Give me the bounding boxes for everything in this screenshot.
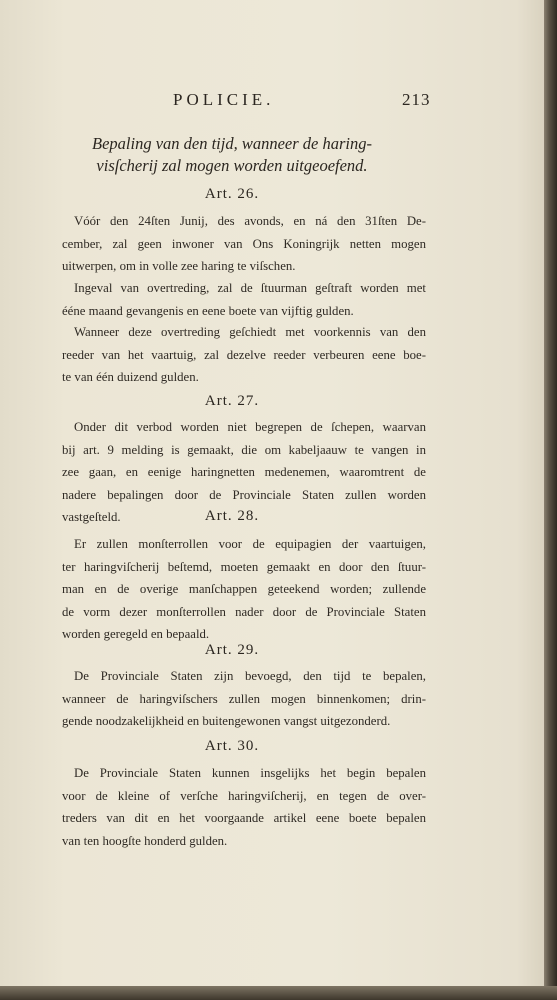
text-line: ééne maand gevangenis en eene boete van vijftig gulden. <box>62 303 354 318</box>
paragraph <box>62 210 426 278</box>
article-label: Art. 30. <box>204 738 260 754</box>
text-line: nadere bepalingen door de Provinciale Staten zullen worden <box>62 487 426 502</box>
text-line: treders van dit en het voorgaande artikel eene boete bepalen <box>62 811 426 826</box>
page-bottom-shadow <box>0 986 557 1000</box>
text-line: voor de kleine of verſche haringviſcherij, en tegen de over- <box>62 788 426 803</box>
paragraph <box>62 762 426 852</box>
text-line: de vorm dezer monſterrollen nader door de Provinciale Staten <box>62 604 426 619</box>
chapter-heading-line: Bepaling van den tijd, wanneer de haring- <box>92 134 372 153</box>
text-line: reeder van het vaartuig, zal dezelve reeder verbeuren eene boe- <box>62 347 426 362</box>
paragraph <box>62 277 426 322</box>
text-line: te van één duizend gulden. <box>62 370 199 385</box>
paragraph <box>62 321 426 389</box>
text-line: man en de overige manſchappen geteekend worden; zullende <box>62 582 426 597</box>
text-line: Er zullen monſterrollen voor de equipagien der vaartuigen, <box>74 537 426 551</box>
article-label: Art. 28. <box>204 508 260 524</box>
article-label: Art. 29. <box>204 642 260 658</box>
text-line: zee gaan, en eenige haringnetten medenemen, waaromtrent de <box>62 465 426 480</box>
text-line: Ingeval van overtreding, zal de ſtuurman geſtraft worden met <box>74 281 426 295</box>
text-line: ter haringviſcherij beſtemd, moeten gemaakt en door den ſtuur- <box>62 559 426 574</box>
text-line: vastgeſteld. <box>62 510 121 525</box>
article-label: Art. 26. <box>204 186 260 202</box>
text-line: Vóór den 24ſten Junij, des avonds, en ná den 31ſten De- <box>74 214 426 228</box>
page-number: 213 <box>402 90 431 109</box>
running-title: POLICIE. <box>173 90 275 109</box>
paragraph <box>62 665 426 733</box>
text-line: uitwerpen, om in volle zee haring te viſschen. <box>62 259 296 274</box>
chapter-heading <box>62 133 402 177</box>
text-line: wanneer de haringviſschers zullen mogen binnenkomen; drin- <box>62 691 426 706</box>
text-line: De Provinciale Staten kunnen insgelijks het begin bepalen <box>74 766 426 780</box>
text-line: De Provinciale Staten zijn bevoegd, den tijd te bepalen, <box>74 669 426 683</box>
text-line: bij art. 9 melding is gemaakt, die om kabeljaauw te vangen in <box>62 442 426 457</box>
text-line: gende noodzakelijkheid en buitengewonen vangst uitgezonderd. <box>62 714 391 729</box>
paragraph <box>62 533 426 646</box>
text-line: Wanneer deze overtreding geſchiedt met voorkennis van den <box>74 325 426 339</box>
page-edge-shadow <box>544 0 557 1000</box>
text-line: Onder dit verbod worden niet begrepen de ſchepen, waarvan <box>74 420 426 434</box>
text-line: cember, zal geen inwoner van Ons Koningrijk netten mogen <box>62 236 426 251</box>
text-line: van ten hoogſte honderd gulden. <box>62 833 228 848</box>
text-line: worden geregeld en bepaald. <box>62 627 210 642</box>
article-label: Art. 27. <box>204 393 260 409</box>
chapter-heading-line: visſcherij zal mogen worden uitgeoefend. <box>96 156 368 175</box>
